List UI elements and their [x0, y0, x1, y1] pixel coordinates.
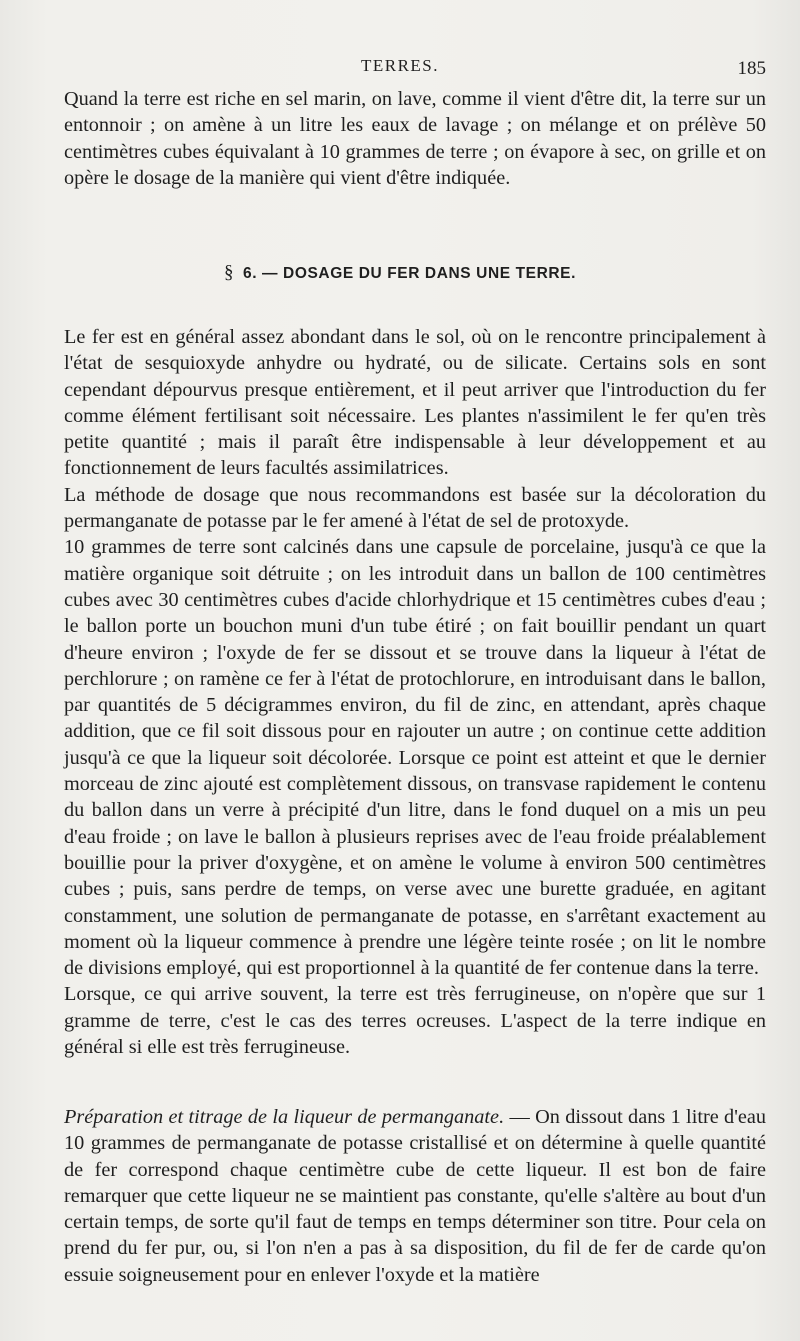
intro-paragraph: Quand la terre est riche en sel marin, on lave, comme il vient d'être dit, la terre sur un entonnoir ; on amène à un litre les eaux de lavage ; on mélange et on prélève 50 centimètres cubes équivalant à 10 grammes de terre ; on évapore à sec, on grille et on opère le dosage de la manière qui vient d'être indiquée.: [64, 88, 766, 189]
section-heading-text: 6. — DOSAGE DU FER DANS UNE TERRE.: [243, 265, 577, 282]
section-symbol: §: [223, 262, 235, 283]
running-title: TERRES.: [360, 56, 440, 75]
section-heading: [0, 262, 800, 284]
body-paragraph: La méthode de dosage que nous recommandons est basée sur la décoloration du permanganate de potasse par le fer amené à l'état de sel de protoxyde.: [64, 483, 766, 533]
subsection-text-block: [64, 1104, 766, 1288]
subsection-dash: —: [504, 1106, 536, 1128]
body-paragraph: Lorsque, ce qui arrive souvent, la terre est très ferrugineuse, on n'opère que sur 1 gramme de terre, c'est le cas des terres ocreuses. L'aspect de la terre indique en général si elle est très ferrugineuse.: [64, 983, 766, 1059]
running-head: [0, 54, 800, 80]
body-paragraph: Le fer est en général assez abondant dans le sol, où on le rencontre principalement à l'état de sesquioxyde anhydre ou hydraté, ou de silicate. Certains sols en sont cependant dépourvus presque entièrement, et il peut arriver que l'introduction du fer comme élément fertilisant soit nécessaire. Les plantes n'assimilent le fer qu'en très petite quantité ; mais il paraît être indispensable à leur développement et au fonctionnement de leurs facultés assimilatrices.: [64, 326, 766, 480]
subsection-text: On dissout dans 1 litre d'eau 10 grammes de permanganate de potasse cristallisé et on détermine à quelle quantité de fer correspond chaque centimètre cube de cette liqueur. Il est bon de faire remarquer que cette liqueur ne se maintient pas constante, qu'elle s'altère au bout d'un certain temps, de sorte qu'il faut de temps en temps déterminer son titre. Pour cela on prend du fer pur, ou, si l'on n'en a pas à sa disposition, du fil de fer de carde qu'on essuie soigneusement pour en enlever l'oxyde et la matière: [64, 1106, 766, 1286]
page-number: 185: [737, 58, 766, 79]
body-paragraph: 10 grammes de terre sont calcinés dans une capsule de porcelaine, jusqu'à ce que la matière organique soit détruite ; on les introduit dans un ballon de 100 centimètres cubes avec 30 centimètres cubes d'acide chlorhydrique et 15 centimètres cubes d'eau ; le ballon porte un bouchon muni d'un tube étiré ; on fait bouillir pendant un quart d'heure environ ; l'oxyde de fer se dissout et se trouve dans la liqueur à l'état de perchlorure ; on ramène ce fer à l'état de protochlorure, en introduisant dans le ballon, par quantités de 5 décigrammes environ, du fil de zinc, en attendant, après chaque addition, que ce fil soit dissous pour en rajouter un autre ; on continue cette addition jusqu'à ce que la liqueur soit décolorée. Lorsque ce point est atteint et que le dernier morceau de zinc ajouté est complètement dissous, on transvase rapidement le contenu du ballon dans un verre à précipité d'un litre, dans le fond duquel on a mis un peu d'eau froide ; on lave le ballon à plusieurs reprises avec de l'eau froide préalablement bouillie pour la priver d'oxygène, et on amène le volume à environ 500 centimètres cubes ; puis, sans perdre de temps, on verse avec une burette graduée, en agitant constamment, une solution de permanganate de potasse, en s'arrêtant exactement au moment où la liqueur commence à prendre une légère teinte rosée ; on lit le nombre de divisions employé, qui est proportionnel à la quantité de fer contenue dans la terre.: [64, 536, 766, 980]
subsection-title: Préparation et titrage de la liqueur de permanganate.: [64, 1106, 505, 1128]
intro-text-block: [64, 86, 766, 191]
body-text-block: [64, 324, 766, 1060]
subsection-paragraph: [64, 1104, 766, 1288]
